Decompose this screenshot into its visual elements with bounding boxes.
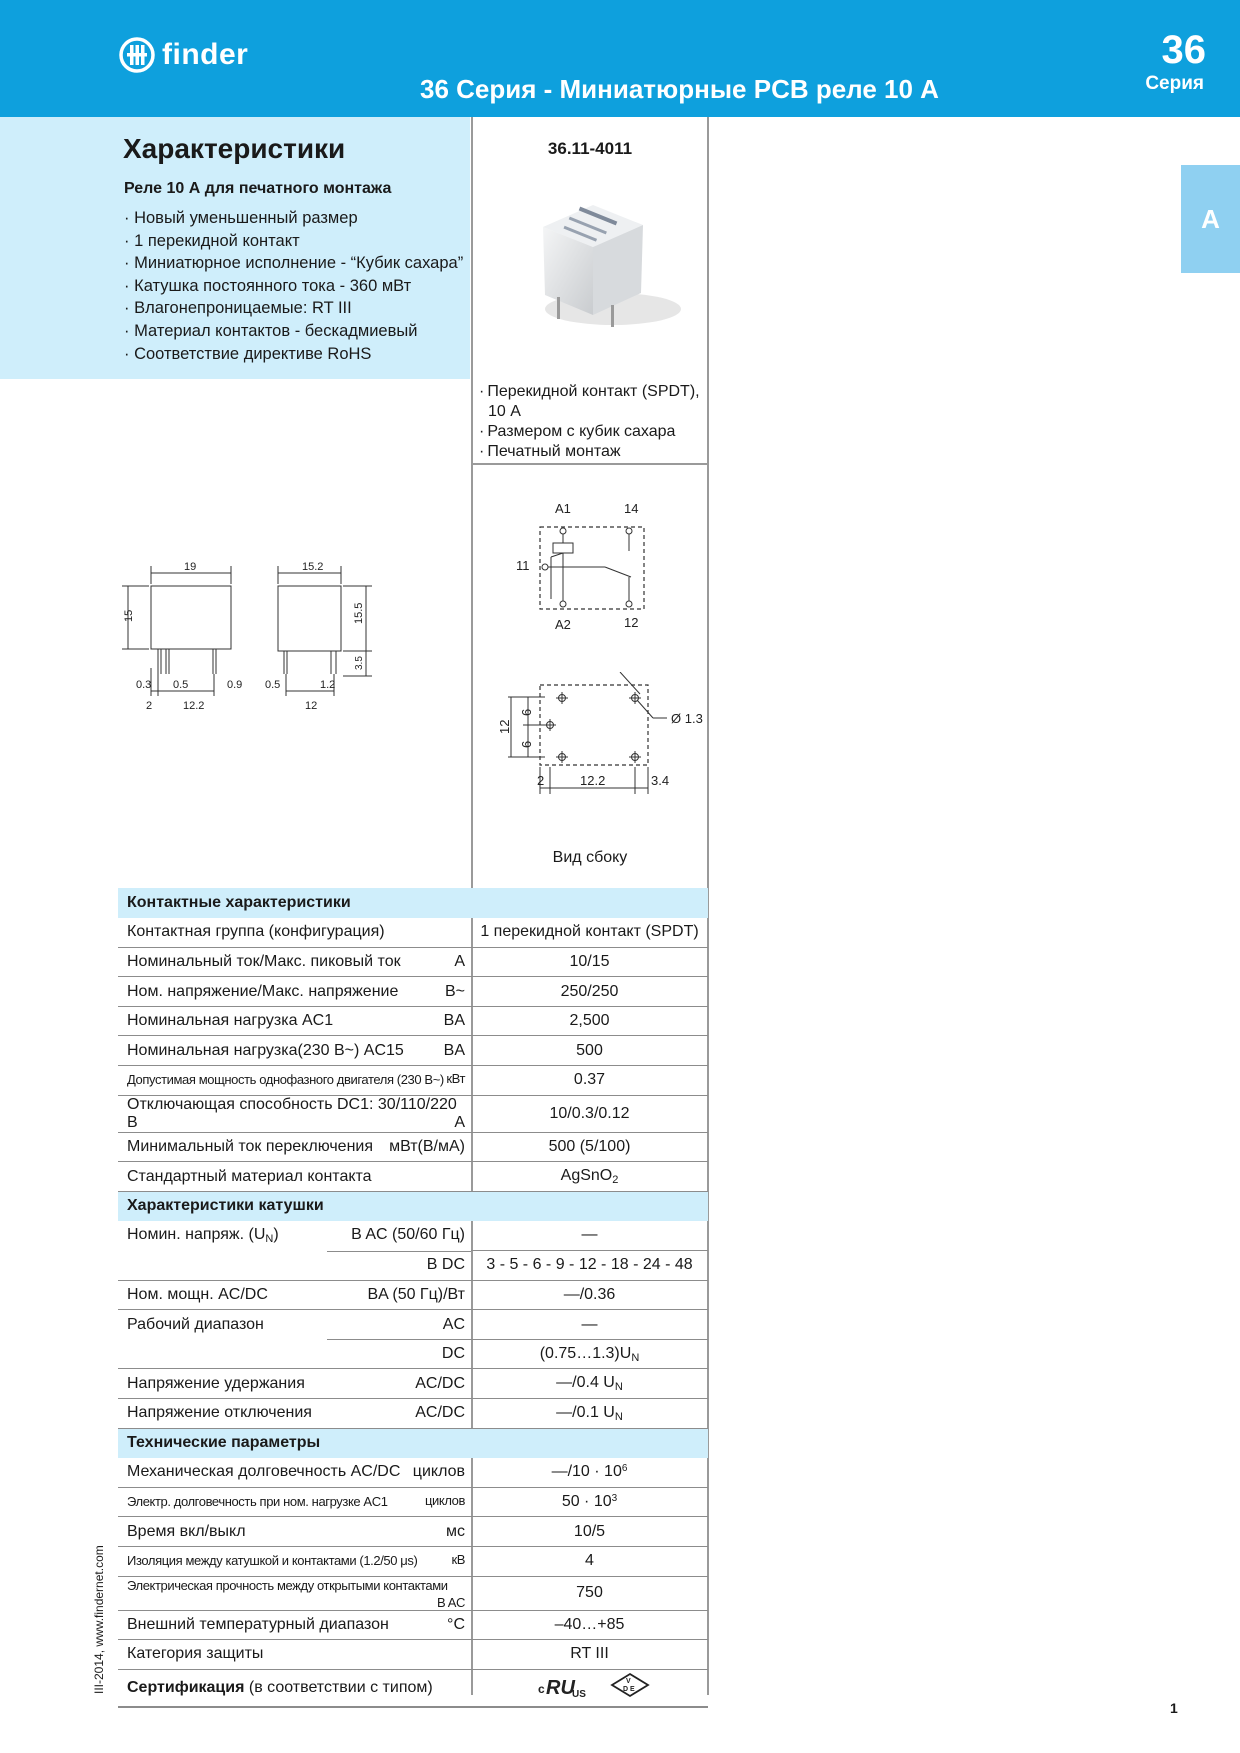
feature-item: · Соответствие директиве RoHS [124, 343, 463, 366]
svg-text:US: US [571, 1688, 586, 1700]
row-value: 500 [471, 1036, 708, 1066]
row-label: Номинальный ток/Макс. пиковый ток [127, 952, 401, 970]
row-label: Номинальная нагрузка(230 B~) AC15 [127, 1041, 404, 1059]
table-row [118, 1369, 708, 1399]
table-row [118, 1669, 708, 1707]
page-number: 1 [1170, 1700, 1178, 1716]
table-row [118, 1576, 708, 1610]
dim-front-pin-b: 0.5 [173, 679, 189, 691]
row-unit: B DC [426, 1256, 465, 1274]
table-row [118, 1546, 708, 1576]
row-value: 750 [471, 1576, 708, 1610]
row-unit: AC [442, 1315, 465, 1333]
row-value: RT III [471, 1640, 708, 1670]
model-feature-item: · Размером с кубик сахара [479, 422, 707, 442]
row-label: Стандартный материал контакта [127, 1167, 372, 1185]
dim-front-offset: 2 [146, 700, 153, 712]
value-subscript: N [614, 1410, 623, 1423]
row-label: Контактная группа (конфигурация) [127, 923, 385, 941]
value-text: —/0.1 U [556, 1403, 615, 1421]
dim-pitch: 12.2 [580, 773, 606, 788]
row-label: Отключающая способность DC1: 30/110/220 B [127, 1095, 457, 1131]
features-list [124, 207, 463, 365]
row-value: 10/0.3/0.12 [471, 1095, 708, 1132]
dim-side-width: 15.2 [302, 561, 324, 573]
row-label: Электр. долговечность при ном. нагрузке AC1 [127, 1494, 388, 1510]
side-dimension-drawing [262, 556, 392, 716]
table-row [118, 1036, 708, 1066]
table-row [118, 1221, 708, 1251]
table-row [118, 977, 708, 1007]
row-label: Ном. мощн. AC/DC [127, 1285, 268, 1303]
section-row [118, 888, 708, 918]
row-value: 250/250 [471, 977, 708, 1007]
section-row [118, 1191, 708, 1221]
table-row [118, 1280, 708, 1310]
row-unit: AC/DC [415, 1404, 465, 1422]
row-value: 4 [471, 1546, 708, 1576]
row-unit: кВт [446, 1071, 465, 1087]
dim-side-pitch: 12 [305, 700, 318, 712]
row-value: 0.37 [471, 1066, 708, 1096]
row-value [471, 1369, 708, 1399]
feature-item: · Миниатюрное исполнение - “Кубик сахара” [124, 252, 463, 275]
row-label: Категория защиты [127, 1645, 264, 1663]
value-text: —/0.4 U [556, 1374, 615, 1392]
table-row [118, 1162, 708, 1192]
terminal-a2-label: A2 [555, 617, 571, 632]
terminal-11-label: 11 [516, 558, 530, 573]
row-label: Внешний температурный диапазон [127, 1615, 389, 1633]
certification-marks [530, 1671, 650, 1701]
table-row [118, 1006, 708, 1036]
svg-text:RU: RU [545, 1676, 575, 1699]
dim-front-width: 19 [184, 561, 197, 573]
row-value: 10/15 [471, 947, 708, 977]
features-heading: Характеристики [123, 133, 346, 164]
feature-item: · Материал контактов - бескадмиевый [124, 320, 463, 343]
table-row [118, 1251, 708, 1281]
row-value: 500 (5/100) [471, 1132, 708, 1162]
row-value [471, 1162, 708, 1192]
svg-text:D E: D E [622, 1685, 635, 1693]
row-label: Ном. напряжение/Макс. напряжение [127, 982, 399, 1000]
relay-photo [523, 197, 683, 342]
finder-logo-icon [118, 36, 156, 74]
value-text: (0.75…1.3)U [539, 1344, 632, 1362]
row-value [471, 1399, 708, 1429]
label-text: ) [273, 1226, 279, 1244]
value-text: 50 · 10 [561, 1493, 612, 1511]
row-value: — [471, 1310, 708, 1340]
dim-front-pitch: 12.2 [183, 700, 205, 712]
model-feature-item: · Перекидной контакт (SPDT), 10 А [479, 382, 707, 422]
value-subscript: N [631, 1351, 640, 1364]
dim-height-upper: 6 [519, 708, 534, 716]
dim-offset: 2 [537, 773, 545, 788]
feature-item: · 1 перекидной контакт [124, 230, 463, 253]
table-row [118, 1399, 708, 1429]
row-unit: BA [443, 1012, 465, 1030]
label-text: Номин. напряж. (U [127, 1226, 266, 1244]
row-note: (в соответствии с типом) [248, 1679, 433, 1696]
series-label: Серия [1145, 73, 1204, 94]
row-unit: A [454, 952, 465, 970]
row-label: Электрическая прочность между открытыми контактами [127, 1577, 448, 1593]
row-unit: B AC [436, 1594, 465, 1610]
row-label [127, 1226, 279, 1246]
svg-text:c: c [537, 1681, 545, 1696]
dim-side-pin-b: 1.2 [320, 679, 336, 691]
value-superscript: 6 [621, 1463, 628, 1475]
copyright-text: III-2014, www.findernet.com [92, 1545, 106, 1694]
row-value [471, 1458, 708, 1488]
section-row [118, 1428, 708, 1458]
terminal-14-label: 14 [624, 501, 639, 516]
table-row [118, 1487, 708, 1517]
brand-name: finder [162, 38, 249, 71]
row-unit: BA [443, 1041, 465, 1059]
dim-front-pin-c: 0.9 [227, 679, 243, 691]
row-value [471, 1339, 708, 1369]
row-label: Минимальный ток переключения [127, 1137, 374, 1155]
model-code: 36.11-4011 [547, 139, 633, 158]
row-label: Номинальная нагрузка AC1 [127, 1012, 334, 1030]
row-unit: DC [441, 1344, 465, 1362]
section-title: Характеристики катушки [118, 1191, 471, 1221]
feature-item: · Катушка постоянного тока - 360 мВт [124, 275, 463, 298]
row-label: Напряжение удержания [127, 1374, 305, 1392]
terminal-12-label: 12 [624, 615, 639, 630]
row-label: Время вкл/выкл [127, 1522, 246, 1540]
value-text: AgSnO [560, 1167, 613, 1185]
row-value: 10/5 [471, 1517, 708, 1547]
value-subscript: N [614, 1381, 623, 1394]
value-superscript: 3 [611, 1493, 618, 1505]
ul-mark-icon [538, 1677, 586, 1700]
dim-height-total: 12 [497, 719, 512, 734]
table-row [118, 1310, 708, 1340]
feature-item: · Новый уменьшенный размер [124, 207, 463, 230]
row-unit: B~ [444, 982, 465, 1000]
dim-front-pin-a: 0.3 [136, 679, 152, 691]
row-value [471, 1487, 708, 1517]
model-features-list [479, 382, 707, 462]
row-value: 1 перекидной контакт (SPDT) [471, 918, 708, 948]
side-view-label: Вид сбоку [552, 849, 628, 866]
table-row [118, 1610, 708, 1640]
table-row [118, 1066, 708, 1096]
table-row [118, 1132, 708, 1162]
row-label: Сертификация [127, 1679, 245, 1696]
row-unit: AC/DC [415, 1374, 465, 1392]
row-label: Механическая долговечность AC/DC [127, 1463, 401, 1481]
row-unit: A [454, 1113, 465, 1131]
dim-side-height: 15.5 [353, 602, 365, 624]
value-text: —/10 · 10 [551, 1463, 622, 1481]
row-label: Допустимая мощность однофазного двигателя (230 B~) [127, 1072, 444, 1088]
features-panel [0, 117, 470, 379]
row-unit: B AC (50/60 Гц) [351, 1226, 465, 1244]
section-title: Технические параметры [118, 1428, 471, 1458]
row-unit: BA (50 Гц)/Вт [367, 1285, 465, 1303]
table-row [118, 947, 708, 977]
dim-end-offset: 3.4 [651, 773, 670, 788]
dim-side-pin-a: 0.5 [265, 679, 281, 691]
table-row [118, 1517, 708, 1547]
row-unit: мВт(В/мА) [389, 1137, 465, 1155]
hole-diameter-label: Ø 1.3 [671, 711, 703, 726]
page-title: 36 Серия - Миниатюрные PCB реле 10 А [420, 74, 939, 104]
row-unit: циклов [412, 1463, 465, 1481]
wiring-schematic [503, 489, 683, 639]
row-value: — [471, 1221, 708, 1251]
dim-height-lower: 6 [519, 740, 534, 748]
table-row [118, 1458, 708, 1488]
row-unit: кВ [451, 1552, 465, 1568]
vde-mark-icon [612, 1674, 648, 1696]
finder-logo [118, 35, 248, 75]
row-value: 3 - 5 - 6 - 9 - 12 - 18 - 24 - 48 [471, 1251, 708, 1281]
value-subscript: 2 [612, 1174, 619, 1187]
specification-table [118, 888, 708, 1708]
row-unit: °C [447, 1615, 465, 1633]
row-unit: мс [446, 1522, 465, 1540]
table-row [118, 918, 708, 948]
series-number: 36 [1161, 28, 1206, 72]
row-label: Изоляция между катушкой и контактами (1.2/50 μs) [127, 1553, 418, 1569]
table-row [118, 1339, 708, 1369]
page-header [0, 0, 1240, 117]
row-label: Рабочий диапазон [127, 1315, 264, 1333]
row-label: Напряжение отключения [127, 1404, 312, 1422]
row-value: —/0.36 [471, 1280, 708, 1310]
dim-front-height: 15 [123, 609, 135, 622]
feature-item: · Влагонепроницаемые: RT III [124, 297, 463, 320]
section-title: Контактные характеристики [118, 888, 471, 918]
dim-side-pin-length: 3.5 [354, 656, 365, 670]
table-row [118, 1095, 708, 1132]
row-value: –40…+85 [471, 1610, 708, 1640]
svg-text:V: V [625, 1677, 631, 1685]
model-feature-item: · Печатный монтаж [479, 442, 707, 462]
table-row [118, 1640, 708, 1670]
section-tab-a: A [1181, 165, 1240, 273]
row-value: 2,500 [471, 1006, 708, 1036]
pcb-footprint-drawing [475, 672, 707, 832]
divider [473, 463, 707, 465]
label-subscript: N [265, 1233, 274, 1246]
terminal-a1-label: A1 [555, 501, 571, 516]
row-unit: циклов [424, 1493, 465, 1509]
features-subtitle: Реле 10 А для печатного монтажа [124, 180, 392, 197]
